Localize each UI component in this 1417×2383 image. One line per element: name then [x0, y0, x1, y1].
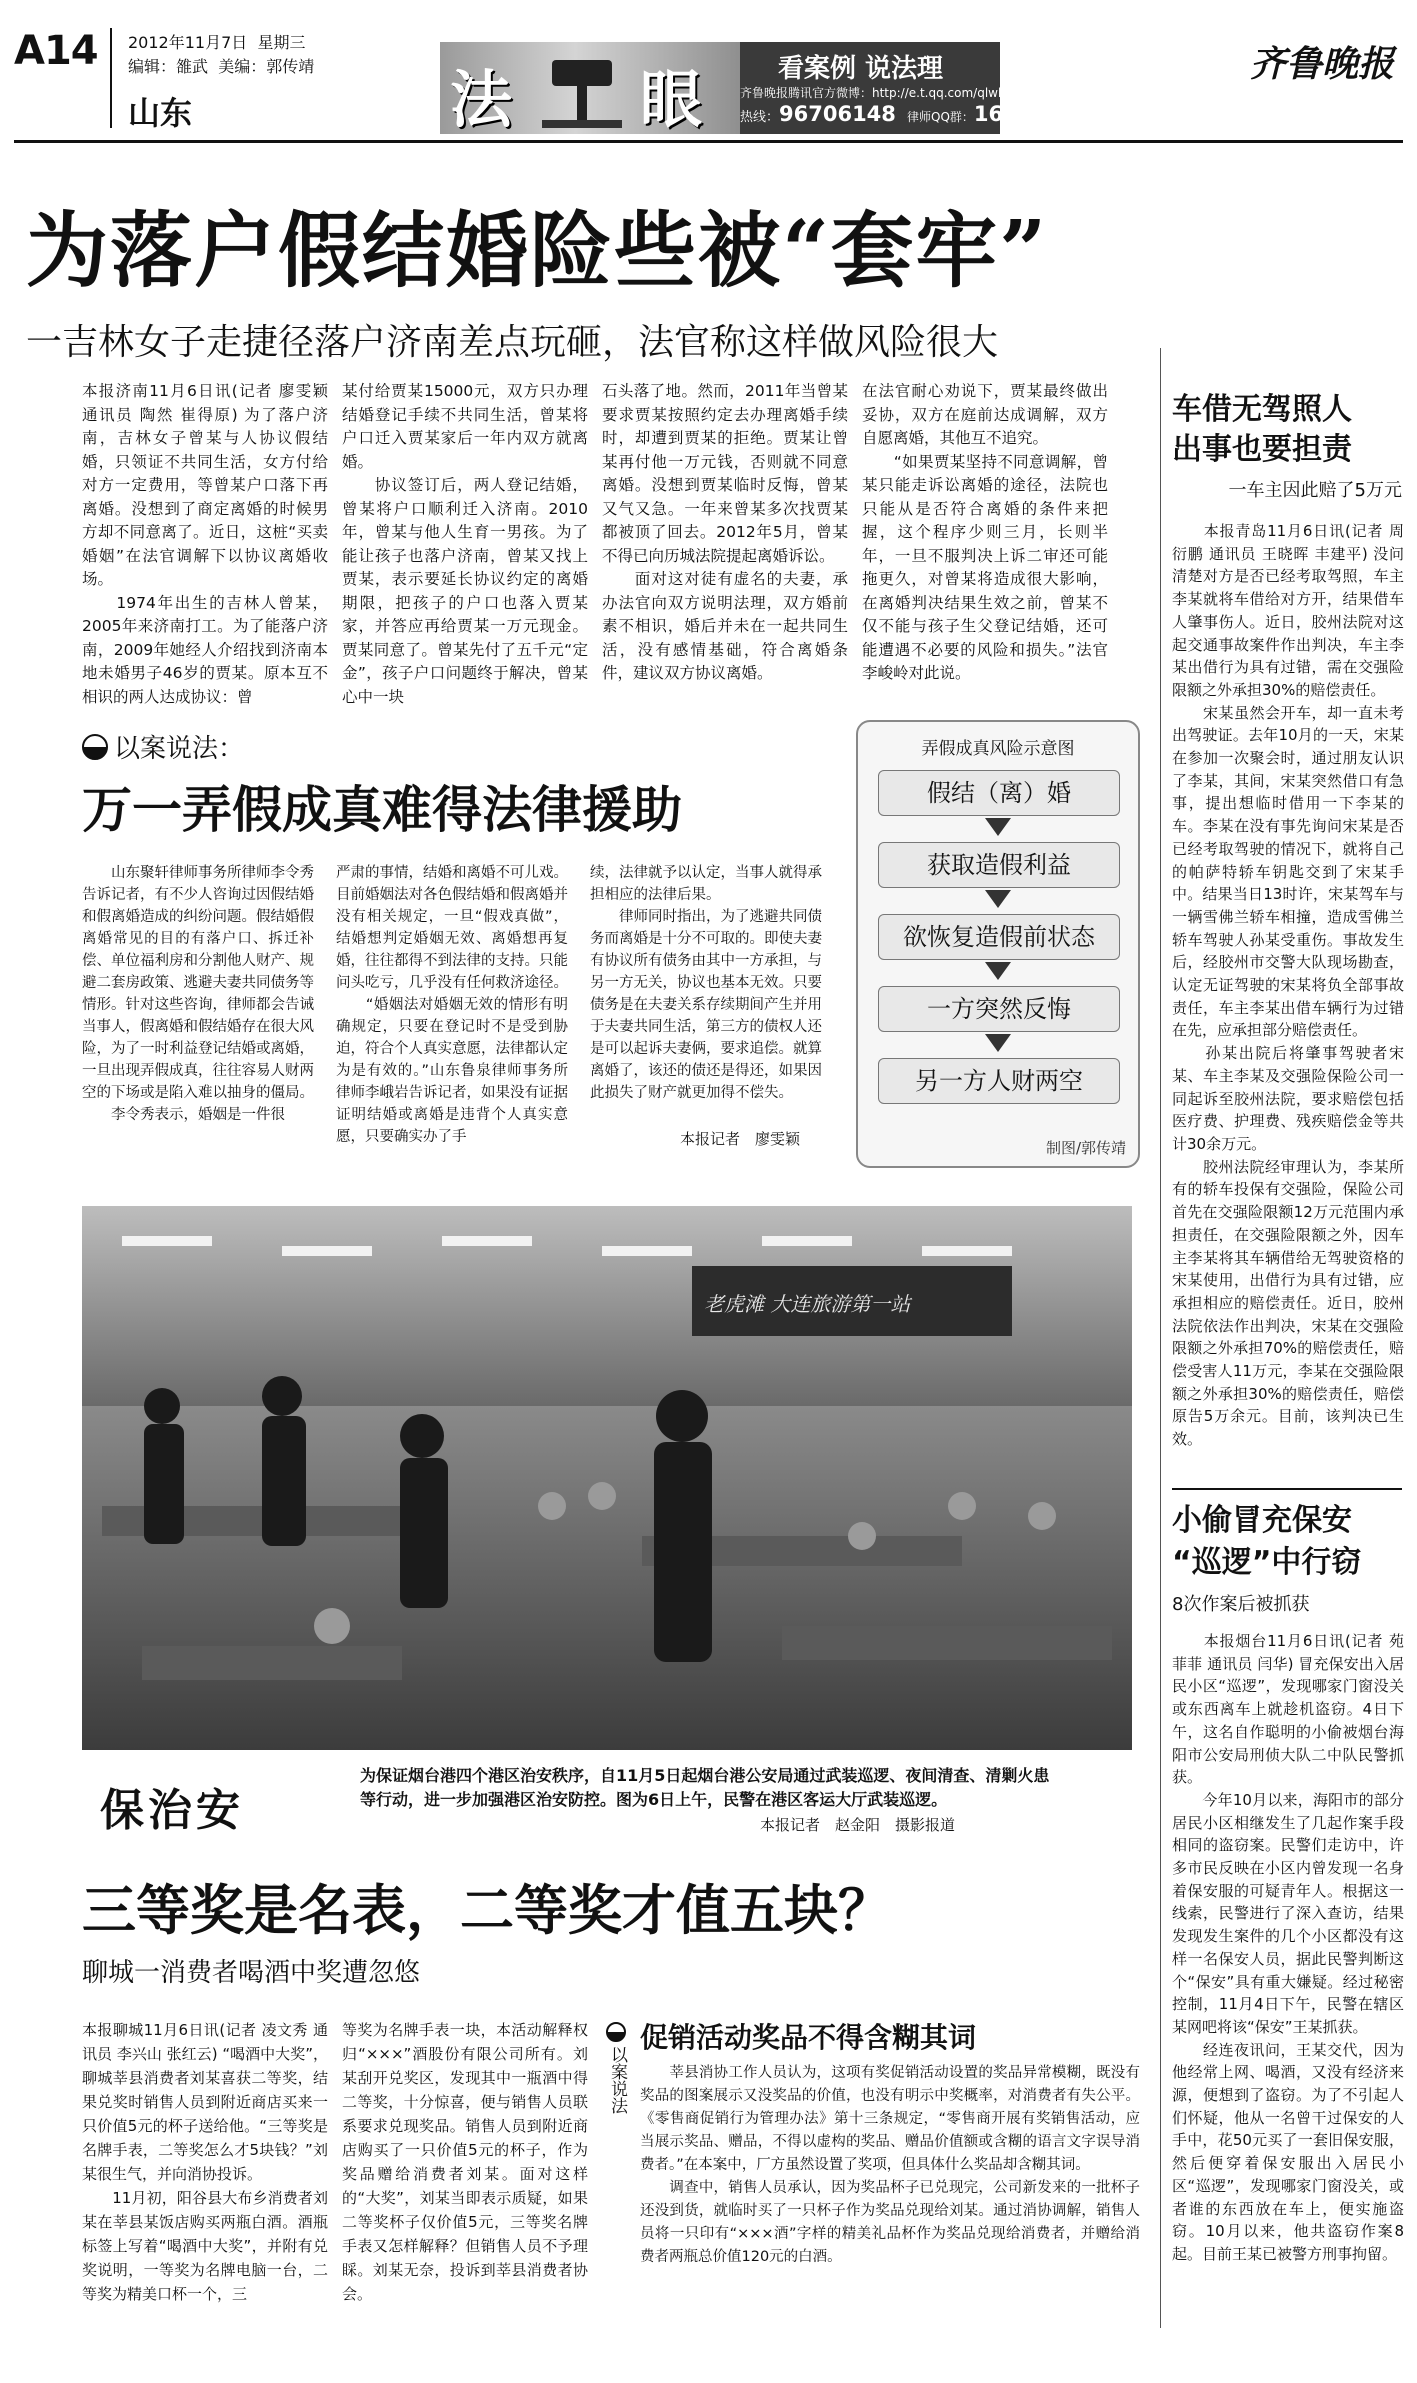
diagram-step-3: 欲恢复造假前状态: [878, 914, 1120, 960]
arrow-down-icon: [985, 1034, 1011, 1052]
diagram-step-5: 另一方人财两空: [878, 1058, 1120, 1104]
law-kicker-text: 以案说法：: [114, 734, 245, 764]
page-header: [0, 0, 1417, 140]
diagram-title: 弄假成真风险示意图: [921, 739, 1075, 759]
law-col3: 续，法律就予以认定，当事人就得承担相应的法律后果。 律师同时指出，为了逃避共同债务而离婚是十分不可取的。即使夫妻有协议所有债务由其中一方承担，与另一方无关，协议也基本无效。只要债务是在夫妻关系存续期间产生并用于夫妻共同生活，第三方的债权人还是可以起诉夫妻俩，要求追偿。就算离婚了，该还的债还是得还，如果因此损失了财产就更加得不偿失。: [590, 865, 822, 1101]
main-headline: 为落户假结婚险些被“套牢”: [26, 203, 1049, 299]
side-column-divider: [1160, 348, 1161, 2328]
header-rule: [14, 140, 1403, 143]
issue-date: [128, 30, 305, 53]
news-photo: [82, 1206, 1132, 1750]
side2-headline: [1172, 1500, 1402, 1584]
law-byline: 本报记者 廖雯颖: [680, 1130, 801, 1148]
arrow-down-icon: [985, 962, 1011, 980]
half-circle-icon: [82, 734, 108, 760]
main-subheadline: 一吉林女子走捷径落户济南差点玩砸，法官称这样做风险很大: [26, 322, 999, 363]
side2-body: 本报烟台11月6日讯(记者 苑菲菲 通讯员 闫华) 冒充保安出入居民小区“巡逻”，发现哪家门窗没关或东西离车上就趁机盗窃。4日下午，这名自作聪明的小偷被烟台海阳市公安局刑侦大队二中队民警抓获。 今年10月以来，海阳市的部分居民小区相继发生了几起作案手段相同的盗窃案。民警们走访中，许多市民反映在小区内曾发现一名身着保安服的可疑青年人。根据这一线索，民警进行了深入查访，结果发现发生案件的几个小区都没有这样一名保安人员，据此民警判断这个“保安”具有重大嫌疑。经过秘密控制，11月4日下午，民警在辖区某网吧将该“保安”王某抓获。 经连夜讯问，王某交代，因为他经常上网、喝酒，又没有经济来源，便想到了盗窃。为了不引起人们怀疑，他从一名曾干过保安的人手中，花50元买了一套旧保安服，然后便穿着保安服出入居民小区“巡逻”，发现哪家门窗没关，或者谁的东西放在车上，便实施盗窃。10月以来，他共盗窃作案8起。目前王某已被警方刑事拘留。: [1172, 1632, 1404, 2263]
side1-body: 本报青岛11月6日讯(记者 周衍鹏 通讯员 王晓晖 丰建平) 没问清楚对方是否已经考取驾照，车主李某就将车借给对方开，结果借车人肇事伤人。近日，胶州法院对这起交通事故案件作出判决，车主李某出借行为具有过错，需在交强险限额之外承担30%的赔偿责任。 宋某虽然会开车，却一直未考出驾驶证。去年10月的一天，宋某在参加一次聚会时，通过朋友认识了李某，其间，宋某突然借口有急事，提出想临时借用一下李某的车。李某在没有事先询问宋某是否已经考取驾驶的情况下，就将自己的帕萨特轿车钥匙交到了宋某手中。结果当日13时许，宋某驾车与一辆雪佛兰轿车相撞，造成雪佛兰轿车驾驶人孙某受重伤。事故发生后，经胶州市交警大队现场勘查，认定无证驾驶的宋某将负全部事故责任，车主李某出借车辆行为过错在先，应承担部分赔偿责任。 孙某出院后将肇事驾驶者宋某、车主李某及交强险保险公司一同起诉至胶州法院，要求赔偿包括医疗费、护理费、残疾赔偿金等共计30余万元。 胶州法院经审理认为，李某所有的轿车投保有交强险，保险公司首先在交强险限额12万元范围内承担责任，在交强险限额之外，因车主李某将其车辆借给无驾驶资格的宋某使用，出借行为具有过错，应承担相应的赔偿责任。近日，胶州法院依法作出判决，宋某在交强险限额之外承担70%的赔偿责任，赔偿受害人11万元，李某在交强险限额之外承担30%的赔偿责任，赔偿原告5万余元。目前，该判决已生效。: [1172, 522, 1404, 1449]
column-banner: [440, 42, 1106, 136]
main-story-col4: 在法官耐心劝说下，贾某最终做出妥协，双方在庭前达成调解，双方自愿离婚，其他互不追究。 “如果贾某坚持不同意调解，曾某只能走诉讼离婚的途径，法院也只能从是否符合离婚的条件来把握，这个程序少则三月，长则半年，一旦不服判决上诉二审还可能拖更久，对曾某将造成很大影响，在离婚判决结果生效之前，曾某不仅不能与孩子生父登记结婚，还可能遭遇不必要的风险和损失。”法官李峻岭对此说。: [862, 382, 1108, 682]
photo-sign-text: 老虎滩 大连旅游第一站: [704, 1292, 911, 1316]
main-story-col2: 某付给贾某15000元，双方只办理结婚登记手续不共同生活，曾某将户口迁入贾某家后一年内双方就离婚。 协议签订后，两人登记结婚，曾某将户口顺利迁入济南。2010年，曾某与他人生育一男孩。为了能让孩子也落户济南，曾某又找上贾某，表示要延长协议约定的离婚期限，把孩子的户口也落入贾某家，并答应再给贾某一万元现金。贾某同意了。曾某先付了五千元“定金”，孩子户口问题终于解决，曾某心中一块: [342, 382, 588, 706]
column-slogan: 看案例 说法理: [778, 54, 944, 84]
qq-label: 律师QQ群：: [907, 110, 974, 124]
side-divider: [1172, 1488, 1402, 1490]
weibo-line: 齐鲁晚报腾讯官方微博：http://e.t.qq.com/qlwbyw: [740, 86, 1023, 100]
diagram-step-4: 一方突然反悔: [878, 986, 1120, 1032]
arrow-down-icon: [985, 818, 1011, 836]
side2-sub: 8次作案后被抓获: [1172, 1594, 1310, 1615]
date-text: 2012年11月7日: [128, 33, 248, 52]
gavel-base: [542, 120, 622, 128]
main-story-col3: 石头落了地。然而，2011年当曾某要求贾某按照约定去办理离婚手续时，却遭到贾某的拒绝。贾某让曾某再付他一万元钱，否则就不同意离婚。没想到贾某临时反悔，曾某又气又急。一年来曾某多次找贾某都被顶了回去。2012年5月，曾某不得已向历城法院提起离婚诉讼。 面对这对徒有虚名的夫妻，承办法官向双方说明法理，双方婚前素不相识，婚后并未在一起共同生活，没有感情基础，符合离婚条件，建议双方协议离婚。: [602, 382, 848, 682]
prize-law-kicker: [606, 2022, 636, 2120]
editor: 编辑：雒武: [128, 57, 209, 76]
qq-number: 167894432: [973, 102, 1106, 126]
hotline-number: 96706148: [779, 102, 896, 126]
hotline-label: 热线：: [740, 110, 780, 125]
prize-law-kicker-text: 以案说法: [607, 2046, 627, 2114]
photo-credit: 本报记者 赵金阳 摄影报道: [760, 1816, 956, 1834]
photo-label: 保治安: [100, 1785, 244, 1836]
prize-col2: 等奖为名牌手表一块，本活动解释权归“×××”酒股份有限公司所有。刘某刮开兑奖区，发现其中一瓶酒中得二等奖，十分惊喜，便与销售人员联系要求兑现奖品。销售人员到附近商店购买了一只价值5元的杯子，作为奖品赠给消费者刘某。面对这样的“大奖”，刘某当即表示质疑，如果二等奖杯子仅价值5元，三等奖名牌手表又怎样解释？但销售人员不予理睬。刘某无奈，投诉到莘县消费者协会。: [342, 2021, 588, 2303]
editor-line: [128, 54, 314, 77]
photo-caption: 为保证烟台港四个港区治安秩序，自11月5日起烟台港公安局通过武装巡逻、夜间清查、清剿火患等行动，进一步加强港区治安防控。图为6日上午，民警在港区客运大厅武装巡逻。: [360, 1766, 1050, 1809]
law-col2: 严肃的事情，结婚和离婚不可儿戏。目前婚姻法对各色假结婚和假离婚并没有相关规定，一旦“假戏真做”，结婚想判定婚姻无效、离婚想再复婚，往往都得不到法律的支持。只能问头吃亏，几乎没有任何救济途径。 “婚姻法对婚姻无效的情形有明确规定，只要在登记时不是受到胁迫，符合个人真实意愿，法律都认定为是有效的。”山东鲁泉律师事务所律师李峨岩告诉记者，如果没有证据证明结婚或离婚是违背个人真实意愿，只要确实办了手: [336, 865, 568, 1145]
side2-headline-line1: 小偷冒充保安: [1172, 1503, 1352, 1538]
masthead-logo: 齐鲁晚报: [1250, 43, 1395, 85]
page-number-divider: [110, 28, 112, 128]
floor: [82, 1406, 1132, 1750]
arrow-down-icon: [985, 890, 1011, 908]
diagram-credit: 制图/郭传靖: [1045, 1139, 1126, 1157]
half-circle-icon: [606, 2022, 626, 2042]
column-logo-right: 眼: [640, 63, 703, 136]
prize-subheadline: 聊城一消费者喝酒中奖遭忽悠: [82, 1958, 421, 1988]
side2-headline-line2: “巡逻”中行窃: [1172, 1545, 1362, 1580]
law-kicker: [82, 728, 244, 765]
risk-diagram: [856, 720, 1140, 1168]
column-logo-left: 法: [450, 63, 513, 136]
section-name: 山东: [128, 94, 193, 132]
law-col1: 山东聚轩律师事务所律师李令秀告诉记者，有不少人咨询过因假结婚和假离婚造成的纠纷问题。假结婚假离婚常见的目的有落户口、拆迁补偿、单位福利房和分割他人财产、规避二套房政策、逃避夫妻共同债务等情形。针对这些咨询，律师都会告诫当事人，假离婚和假结婚存在很大风险，为了一时利益登记结婚或离婚，一旦出现弄假成真，往往容易人财两空的下场或是陷入难以抽身的僵局。 李令秀表示，婚姻是一件很: [82, 865, 314, 1123]
page-number: A14: [14, 28, 98, 74]
photo-illustration: [82, 1206, 1132, 1750]
law-headline: 万一弄假成真难得法律援助: [82, 781, 682, 839]
gavel-icon: [522, 50, 642, 130]
side1-headline-line2: 出事也要担责: [1172, 432, 1352, 467]
side1-headline-line1: 车借无驾照人: [1172, 392, 1352, 427]
weekday-text: 星期三: [257, 33, 306, 52]
side1-headline: [1172, 390, 1402, 470]
main-story-col1: 本报济南11月6日讯(记者 廖雯颖 通讯员 陶然 崔得原) 为了落户济南，吉林女子曾某与人协议假结婚，只领证不共同生活，女方付给对方一定费用，等曾某户口落下再离婚。没想到了商定离婚的时候男方却不同意离了。近日，这桩“买卖婚姻”在法官调解下以协议离婚收场。 1974年出生的吉林人曾某，2005年来济南打工。为了能落户济南，2009年她经人介绍找到济南本地未婚男子46岁的贾某。原本互不相识的两人达成协议：曾: [82, 382, 328, 706]
designer: 美编：郭传靖: [218, 57, 315, 76]
diagram-step-1: 假结（离）婚: [878, 770, 1120, 816]
prize-law-headline: 促销活动奖品不得含糊其词: [640, 2021, 977, 2054]
diagram-step-2: 获取造假利益: [878, 842, 1120, 888]
prize-headline: 三等奖是名表，二等奖才值五块？: [82, 1879, 892, 1942]
gavel-head: [552, 60, 612, 86]
side1-sub: 一车主因此赔了5万元: [1228, 480, 1402, 501]
prize-law-body: 莘县消协工作人员认为，这项有奖促销活动设置的奖品异常模糊，既没有奖品的图案展示又没奖品的价值，也没有明示中奖概率，对消费者有失公平。《零售商促销行为管理办法》第十三条规定，“零售商开展有奖销售活动，应当展示奖品、赠品，不得以虚构的奖品、赠品价值额或含糊的语言文字误导消费者。”在本案中，厂方虽然设置了奖项，但具体什么奖品却含糊其词。 调查中，销售人员承认，因为奖品杯子已兑现完，公司新发来的一批杯子还没到货，就临时买了一只杯子作为奖品兑现给刘某。通过消协调解，销售人员将一只印有“×××酒”字样的精美礼品杯作为奖品兑现给消费者，并赠给消费者两瓶总价值120元的白酒。: [640, 2065, 1140, 2265]
hotline-line: [740, 102, 1105, 126]
prize-col1: 本报聊城11月6日讯(记者 凌文秀 通讯员 李兴山 张红云) “喝酒中大奖”，聊城莘县消费者刘某喜获二等奖，结果兑奖时销售人员到附近商店买来一只价值5元的杯子送给他。“三等奖是名牌手表，二等奖怎么才5块钱？”刘某很生气，并向消协投诉。 11月初，阳谷县大布乡消费者刘某在莘县某饭店购买两瓶白酒。酒瓶标签上写着“喝酒中大奖”，并附有兑奖说明，一等奖为名牌电脑一台，二等奖为精美口杯一个，三: [82, 2021, 328, 2303]
